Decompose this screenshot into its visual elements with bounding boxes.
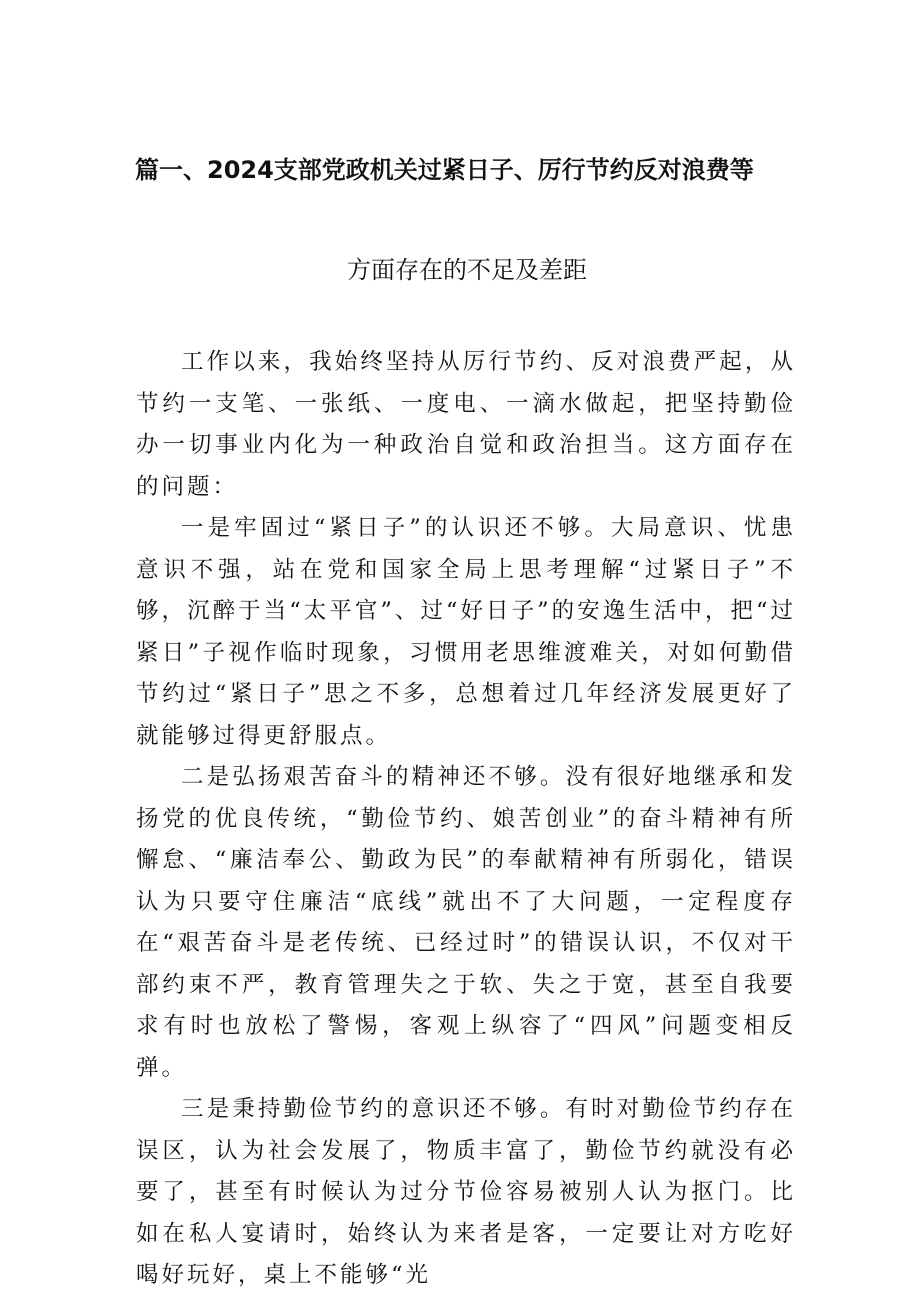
paragraph-intro: 工作以来，我始终坚持从厉行节约、反对浪费严起，从节约一支笔、一张纸、一度电、一滴水做起，把坚持勤俭办一切事业内化为一种政治自觉和政治担当。这方面存在的问题：: [136, 349, 796, 500]
document-body: [136, 342, 796, 1297]
paragraph-point-2: 二是弘扬艰苦奋斗的精神还不够。没有很好地继承和发扬党的优良传统，“勤俭节约、娘苦创业”的奋斗精神有所懈怠、“廉洁奉公、勤政为民”的奉献精神有所弱化，错误认为只要守住廉洁“底线”就出不了大问题，一定程度存在“艰苦奋斗是老传统、已经过时”的错误认识，不仅对干部约束不严，教育管理失之于软、失之于宽，甚至自我要求有时也放松了警惕，客观上纵容了“四风”问题变相反弹。: [136, 764, 796, 1081]
paragraph-point-3: 三是秉持勤俭节约的意识还不够。有时对勤俭节约存在误区，认为社会发展了，物质丰富了，勤俭节约就没有必要了，甚至有时候认为过分节俭容易被别人认为抠门。比如在私人宴请时，始终认为来者是客，一定要让对方吃好喝好玩好，桌上不能够“光: [136, 1096, 796, 1288]
title-line-2: 方面存在的不足及差距: [347, 256, 587, 284]
paragraph-point-1: 一是牢固过“紧日子”的认识还不够。大局意识、忧患意识不强，站在党和国家全局上思考理解“过紧日子”不够，沉醉于当“太平官”、过“好日子”的安逸生活中，把“过紧日”子视作临时现象，习惯用老思维渡难关，对如何勤借节约过“紧日子”思之不多，总想着过几年经济发展更好了就能够过得更舒服点。: [136, 515, 796, 749]
title-line-1: 篇一、2024支部党政机关过紧日子、厉行节约反对浪费等: [135, 156, 754, 184]
